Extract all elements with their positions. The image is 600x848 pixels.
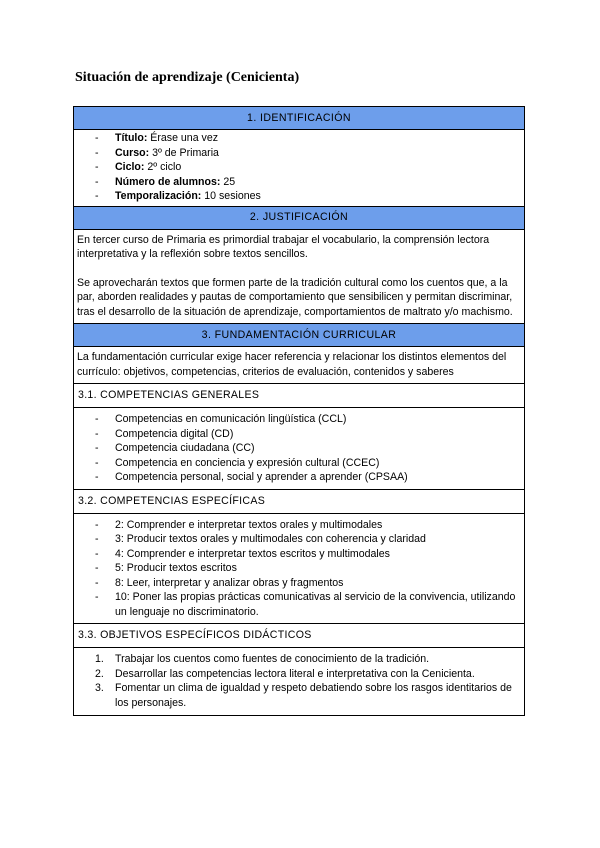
item-value: 2º ciclo [144, 161, 182, 173]
fundamentacion-intro: La fundamentación curricular exige hacer referencia y relacionar los distintos elementos del currículo: objetivos, competencias, criterios de evaluación, contenidos y saberes [77, 351, 507, 378]
list-item: - Competencia digital (CD) [77, 427, 520, 442]
fundamentacion-intro-cell [74, 347, 525, 384]
item-label: Ciclo: [115, 161, 145, 173]
list-item: - Competencia en conciencia y expresión cultural (CCEC) [77, 456, 520, 471]
subsection-title-competencias-especificas: 3.2. COMPETENCIAS ESPECÍFICAS [74, 489, 525, 513]
item-number: 1. [95, 653, 104, 665]
item-label: Título: [115, 132, 148, 144]
identificacion-cell [74, 130, 525, 207]
competencias-generales-cell [74, 408, 525, 490]
page-title: Situación de aprendizaje (Cenicienta) [75, 70, 300, 85]
list-item: - 3: Producir textos orales y multimodales con coherencia y claridad [77, 532, 520, 547]
competencias-especificas-list [77, 518, 520, 620]
item-value: 3º de Primaria [149, 146, 219, 159]
item-label: Temporalización: [115, 190, 202, 202]
list-item [77, 160, 520, 175]
item-value: 25 [220, 175, 236, 188]
list-item: - 5: Producir textos escritos [77, 561, 520, 576]
section-header-identificacion: 1. IDENTIFICACIÓN [74, 107, 525, 130]
item-label: Curso: [115, 146, 150, 159]
objetivos-list [77, 652, 520, 710]
list-item: - 2: Comprender e interpretar textos orales y multimodales [77, 518, 520, 533]
item-text: Fomentar un clima de igualdad y respeto debatiendo sobre los rasgos identitarios de los personajes. [115, 682, 512, 709]
list-item [77, 667, 520, 682]
subsection-title-competencias-generales: 3.1. COMPETENCIAS GENERALES [74, 384, 525, 408]
section-header-justificacion: 2. JUSTIFICACIÓN [74, 206, 525, 229]
list-item: - 4: Comprender e interpretar textos escritos y multimodales [77, 547, 520, 562]
list-item: - 8: Leer, interpretar y analizar obras y fragmentos [77, 576, 520, 591]
justificacion-paragraph-2: Se aprovecharán textos que formen parte de la tradición cultural como los cuentos que, a la par, aborden realidades y pautas de comportamiento que sensibilicen y permitan discriminar, tras el desarrollo de la situación de aprendizaje, comportamientos de maltrato y/o machismo. [77, 276, 513, 318]
list-item [77, 146, 520, 161]
list-item [77, 189, 520, 204]
list-item [77, 681, 520, 710]
competencias-especificas-cell [74, 513, 525, 624]
learning-situation-table [73, 106, 525, 716]
list-item: - 10: Poner las propias prácticas comunicativas al servicio de la convivencia, utilizando un lenguaje no discriminatorio. [77, 590, 520, 619]
item-number: 3. [95, 682, 104, 694]
list-item [77, 175, 520, 190]
item-value: 10 sesiones [201, 190, 261, 202]
subsection-title-objetivos: 3.3. OBJETIVOS ESPECÍFICOS DIDÁCTICOS [74, 624, 525, 648]
justificacion-paragraph-1: En tercer curso de Primaria es primordial trabajar el vocabulario, la comprensión lectora interpretativa y la reflexión sobre textos sencillos. [77, 233, 490, 260]
item-label: Número de alumnos: [115, 175, 221, 188]
justificacion-cell [74, 229, 525, 324]
item-text: Desarrollar las competencias lectora literal e interpretativa con la Cenicienta. [115, 667, 475, 680]
item-value: Érase una vez [147, 132, 219, 144]
list-item [77, 131, 520, 146]
list-item: - Competencia ciudadana (CC) [77, 441, 520, 456]
identificacion-list [77, 131, 520, 204]
list-item: - Competencias en comunicación lingüística (CCL) [77, 412, 520, 427]
list-item [77, 652, 520, 667]
item-number: 2. [95, 667, 104, 680]
competencias-generales-list [77, 412, 520, 485]
objetivos-cell [74, 648, 525, 716]
list-item: - Competencia personal, social y aprender a aprender (CPSAA) [77, 470, 520, 485]
section-header-fundamentacion: 3. FUNDAMENTACIÓN CURRICULAR [74, 324, 525, 347]
item-text: Trabajar los cuentos como fuentes de conocimiento de la tradición. [115, 653, 430, 665]
